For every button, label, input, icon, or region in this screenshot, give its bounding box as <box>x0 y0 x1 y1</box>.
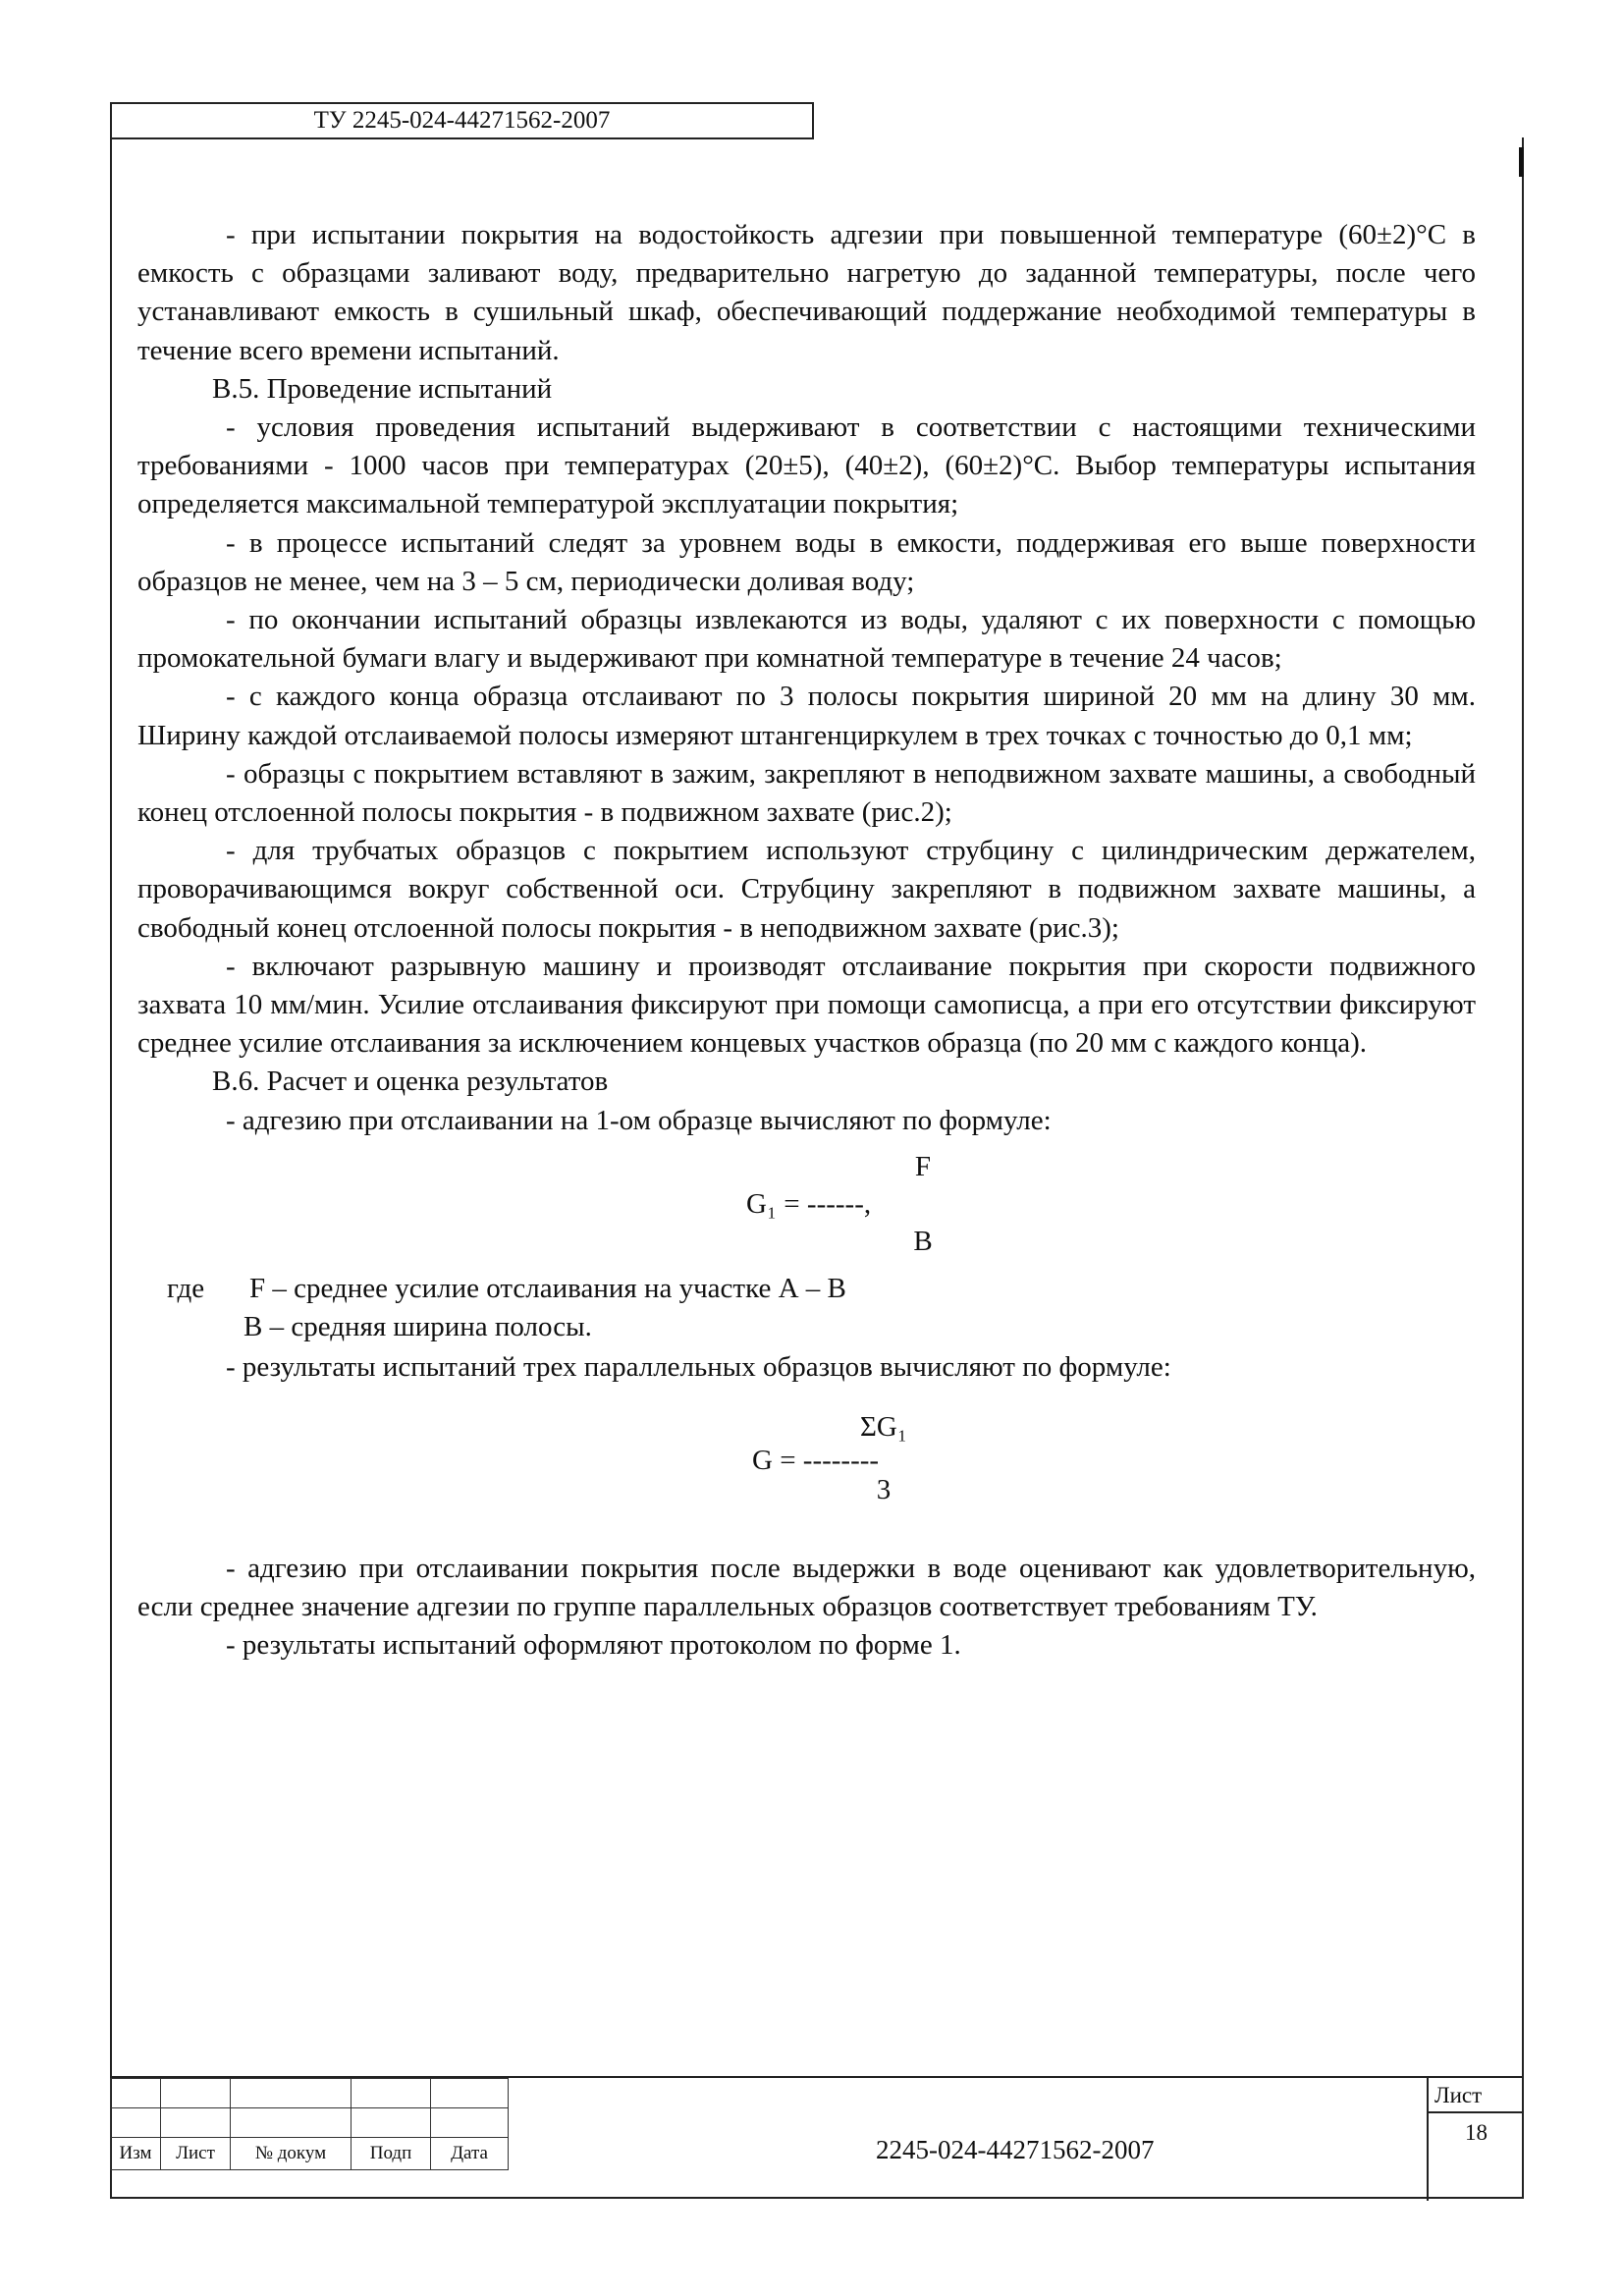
paragraph: - адгезию при отслаивании на 1-ом образце вычисляют по формуле: <box>226 1104 1052 1136</box>
formula-g-denominator: 3 <box>876 1474 892 1506</box>
formula-g-expression: G = -------- <box>752 1445 880 1477</box>
paragraph: - результаты испытаний оформляют протоколом по форме 1. <box>226 1629 961 1662</box>
col-doc-number: № докум <box>231 2138 352 2170</box>
formula-legend <box>137 1270 1476 1348</box>
formula-g1 <box>137 1148 1476 1266</box>
sheet-label: Лист <box>1429 2078 1524 2113</box>
stamp-document-code: 2245-024-44271562-2007 <box>876 2135 1155 2164</box>
section-heading: В.5. Проведение испытаний <box>212 372 553 405</box>
document-body <box>137 216 1476 1666</box>
formula-g-numerator: ΣG₁ <box>860 1411 907 1444</box>
title-block <box>110 2076 1524 2199</box>
paragraph: - включают разрывную машину и производят отслаивание покрытия при скорости подвижного захвата 10 мм/мин. Усилие отслаивания фиксируют при помощи самописца, а при его отсутствии фиксируют среднее усилие отслаивания за исключением концевых участков образца (по 20 мм с каждого конца). <box>137 950 1476 1060</box>
formula-g1-expression: G₁ = ------, <box>746 1187 872 1220</box>
col-list: Лист <box>161 2138 231 2170</box>
formula-g1-denominator: B <box>913 1225 933 1257</box>
paragraph: - образцы с покрытием вставляют в зажим, закрепляют в неподвижном захвате машины, а свободный конец отслоенной полосы покрытия - в подвижном захвате (рис.2); <box>137 757 1476 829</box>
sheet-number: 18 <box>1465 2120 1488 2145</box>
paragraph: - при испытании покрытия на водостойкость адгезии при повышенной температуре (60±2)°С в емкость с образцами заливают воду, предварительно нагретую до заданной температуры, после чего устанавливают емкость в сушильный шкаф, обеспечивающий поддержание необходимой температуры в течение всего времени испытаний. <box>137 219 1476 366</box>
paragraph: - результаты испытаний трех параллельных образцов вычисляют по формуле: <box>226 1350 1171 1383</box>
paragraph: - адгезию при отслаивании покрытия после выдержки в воде оценивают как удовлетворительную, если среднее значение адгезии по группе параллельных образцов соответствует требованиям ТУ. <box>137 1553 1476 1623</box>
paragraph: - в процессе испытаний следят за уровнем воды в емкости, поддерживая его выше поверхности образцов не менее, чем на 3 – 5 см, периодически доливая воду; <box>137 526 1476 597</box>
paragraph: - по окончании испытаний образцы извлекаются из воды, удаляют с их поверхности с помощью промокательной бумаги влагу и выдерживают при комнатной температуре в течение 24 часов; <box>137 604 1476 675</box>
col-signature: Подп <box>352 2138 431 2170</box>
document-code-header: ТУ 2245-024-44271562-2007 <box>110 102 814 139</box>
frame-mark <box>1519 147 1524 177</box>
col-izm: Изм <box>111 2138 161 2170</box>
legend-label: где <box>167 1272 205 1304</box>
revision-table <box>110 2078 509 2170</box>
legend-line-b: В – средняя ширина полосы. <box>243 1310 592 1342</box>
paragraph: - с каждого конца образца отслаивают по 3 полосы покрытия шириной 20 мм на длину 30 мм. Ширину каждой отслаиваемой полосы измеряют штангенциркулем в трех точках с точностью до 0,1 мм; <box>137 681 1476 751</box>
formula-g1-numerator: F <box>914 1150 932 1182</box>
legend-line-f: F – среднее усилие отслаивания на участке А – В <box>249 1272 846 1304</box>
formula-g <box>137 1394 1476 1504</box>
section-heading: В.6. Расчет и оценка результатов <box>212 1066 609 1098</box>
paragraph: - условия проведения испытаний выдерживают в соответствии с настоящими техническими требованиями - 1000 часов при температурах (20±5), (40±2), (60±2)°С. Выбор температуры испытания определяется максимальной температурой эксплуатации покрытия; <box>137 411 1476 520</box>
paragraph: - для трубчатых образцов с покрытием используют струбцину с цилиндрическим держателем, проворачивающимся вокруг собственной оси. Струбцину закрепляют в подвижном захвате машины, а свободный конец отслоенной полосы покрытия - в неподвижном захвате (рис.3); <box>137 835 1476 944</box>
col-date: Дата <box>431 2138 509 2170</box>
